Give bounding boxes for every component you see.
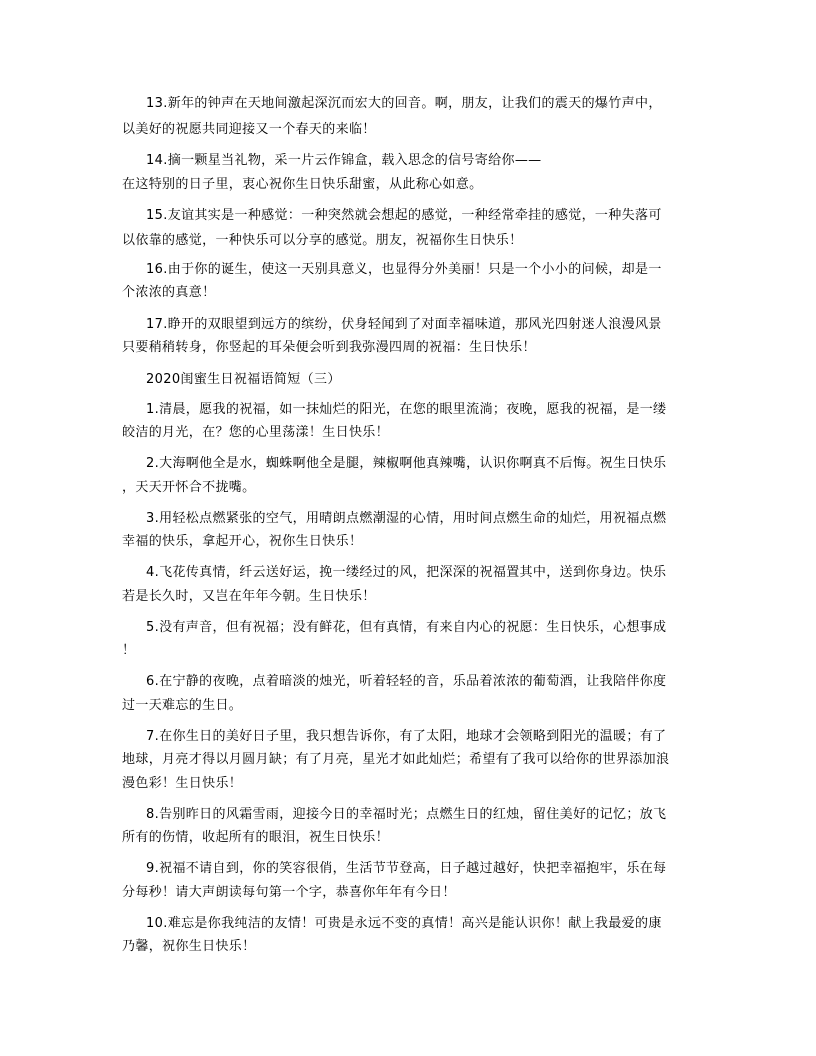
text-line: 乃馨，祝你生日快乐！ bbox=[122, 939, 256, 954]
text-line: 所有的伤情，收起所有的眼泪，祝生日快乐！ bbox=[122, 830, 390, 845]
text-line: 17.睁开的双眼望到远方的缤纷，伏身轻闻到了对面幸福味道，那风光四射迷人浪漫风景 bbox=[146, 317, 662, 332]
text-line: 漫色彩！生日快乐！ bbox=[122, 776, 243, 791]
text-line: 4.飞花传真情，纤云送好运，挽一缕经过的风，把深深的祝福置其中，送到你身边。快乐 bbox=[146, 565, 667, 580]
text-line: 过一天难忘的生日。 bbox=[122, 698, 243, 713]
text-line: 1.清晨，愿我的祝福，如一抹灿烂的阳光，在您的眼里流淌；夜晚，愿我的祝福，是一缕 bbox=[146, 402, 667, 417]
text-line: 只要稍稍转身，你竖起的耳朵便会听到我弥漫四周的祝福：生日快乐！ bbox=[122, 340, 536, 355]
text-line: 地球，月亮才得以月圆月缺；有了月亮，星光才如此灿烂；希望有了我可以给你的世界添加浪 bbox=[122, 752, 670, 767]
text-line: 5.没有声音，但有祝福；没有鲜花，但有真情，有来自内心的祝愿：生日快乐，心想事成 bbox=[146, 620, 667, 635]
text-line: 3.用轻松点燃紧张的空气，用晴朗点燃潮湿的心情，用时间点燃生命的灿烂，用祝福点燃 bbox=[146, 511, 667, 526]
text-line: 14.摘一颗星当礼物，采一片云作锦盒，载入思念的信号寄给你—— bbox=[146, 153, 542, 168]
text-line: 16.由于你的诞生，使这一天别具意义，也显得分外美丽！只是一个小小的问候，却是一 bbox=[146, 262, 662, 277]
text-line: 以美好的祝愿共同迎接又一个春天的来临！ bbox=[122, 122, 376, 137]
text-line: 若是长久时，又岂在年年今朝。生日快乐！ bbox=[122, 589, 376, 604]
text-line: 皎洁的月光，在？您的心里荡漾！生日快乐！ bbox=[122, 425, 390, 440]
text-line: 8.告别昨日的风霜雪雨，迎接今日的幸福时光；点燃生日的红烛，留住美好的记忆；放飞 bbox=[146, 807, 667, 822]
text-line: 13.新年的钟声在天地间激起深沉而宏大的回音。啊，朋友，让我们的震天的爆竹声中， bbox=[146, 96, 662, 111]
text-line: 在这特别的日子里，衷心祝你生日快乐甜蜜，从此称心如意。 bbox=[122, 177, 483, 192]
text-line: 6.在宁静的夜晚，点着暗淡的烛光，听着轻轻的音，乐品着浓浓的葡萄酒，让我陪伴你度 bbox=[146, 674, 667, 689]
section-heading: 2020闺蜜生日祝福语简短（三） bbox=[146, 372, 341, 387]
text-line: 幸福的快乐，拿起开心，祝你生日快乐！ bbox=[122, 534, 363, 549]
text-line: 15.友谊其实是一种感觉：一种突然就会想起的感觉，一种经常牵挂的感觉，一种失落可 bbox=[146, 208, 662, 223]
text-line: 10.难忘是你我纯洁的友情！可贵是永远不变的真情！高兴是能认识你！献上我最爱的康 bbox=[146, 916, 662, 931]
text-line: 2.大海啊他全是水，蜘蛛啊他全是腿，辣椒啊他真辣嘴，认识你啊真不后悔。祝生日快乐 bbox=[146, 456, 667, 471]
text-line: 9.祝福不请自到，你的笑容很俏，生活节节登高，日子越过越好，快把幸福抱牢，乐在每 bbox=[146, 861, 667, 876]
text-line: ！ bbox=[122, 643, 136, 658]
text-line: 以依靠的感觉，一种快乐可以分享的感觉。朋友，祝福你生日快乐！ bbox=[122, 233, 523, 248]
text-line: 分每秒！请大声朗读每句第一个字，恭喜你年年有今日！ bbox=[122, 885, 456, 900]
text-line: ，天天开怀合不拢嘴。 bbox=[122, 480, 256, 495]
text-line: 个浓浓的真意！ bbox=[122, 285, 216, 300]
text-line: 7.在你生日的美好日子里，我只想告诉你，有了太阳，地球才会领略到阳光的温暖；有了 bbox=[146, 729, 667, 744]
